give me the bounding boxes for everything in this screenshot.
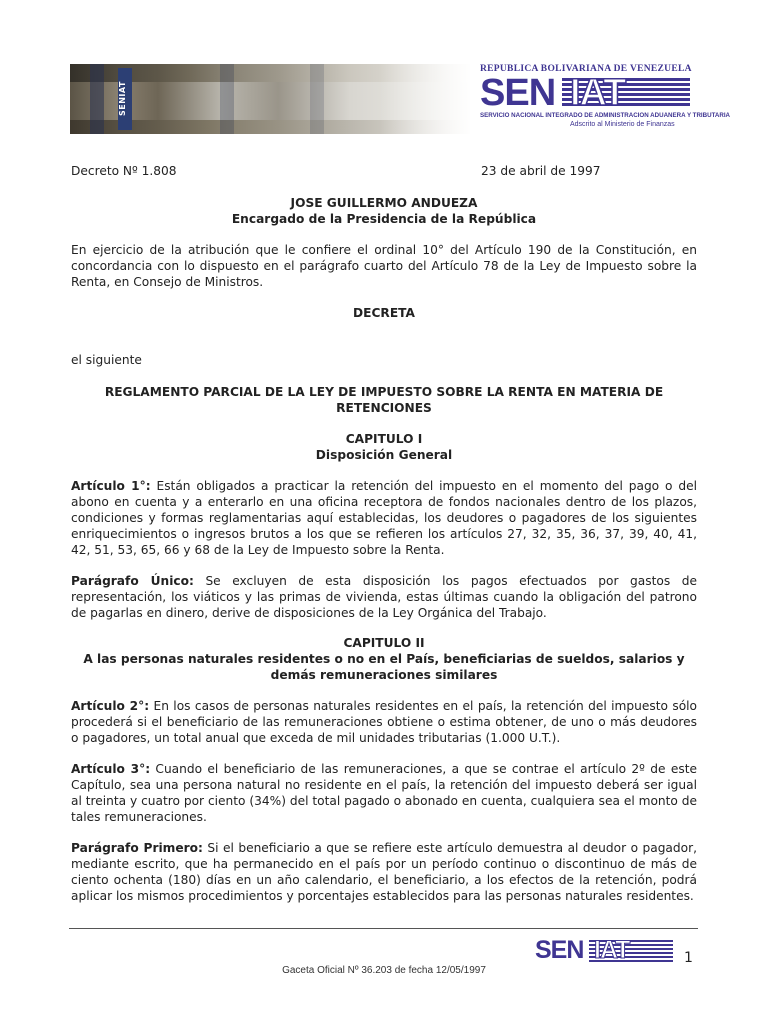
article-3-label: Artículo 3°:	[71, 762, 151, 776]
logo-ministry-line: Adscrito al Ministerio de Finanzas	[570, 121, 675, 128]
chapter1-subheading: Disposición General	[315, 448, 453, 462]
paragrafo-unico-label: Parágrafo Único:	[71, 574, 194, 588]
logo-service-line: SERVICIO NACIONAL INTEGRADO DE ADMINISTRACION ADUANERA Y TRIBUTARIA	[480, 112, 731, 119]
seniat-logo	[480, 64, 731, 144]
decree-number-date-row	[71, 163, 697, 179]
footer-logo-right: IAT	[594, 936, 630, 964]
footer-divider	[69, 928, 698, 929]
logo-brand-right: IAT	[570, 72, 626, 114]
page-number: 1	[684, 950, 693, 966]
logo-country-line: REPUBLICA BOLIVARIANA DE VENEZUELA	[480, 64, 692, 74]
photo-sign: SENIAT	[118, 68, 132, 130]
chapter1-heading: CAPITULO I	[345, 432, 423, 446]
article-3-text: Cuando el beneficiario de las remuneraciones, a que se contrae el artículo 2º de este Capítulo, sea una persona natural no residente en el país, la retención del impuesto deberá ser igual al treinta y cuatro por ciento (34%) del total pagado o abonado en cuenta, cualquiera sea el monto de tales remuneraciones.	[71, 762, 698, 824]
paragrafo-unico-text: Se excluyen de esta disposición los pagos efectuados por gastos de representación, los viáticos y las primas de vivienda, estas últimas cuando la obligación del patrono de pagarlas en dinero, derive de disposiciones de la Ley Orgánica del Trabajo.	[71, 574, 697, 620]
decree-intro: En ejercicio de la atribución que le confiere el ordinal 10° del Artículo 190 de la Constitución, en concordancia con lo dispuesto en el parágrafo cuarto del Artículo 78 de la Ley de Impuesto sobre la Renta, en Consejo de Ministros.	[71, 243, 697, 289]
article-1-text: Están obligados a practicar la retención del impuesto en el momento del pago o del abono en cuenta y a enterarlo en una oficina receptora de fondos nacionales dentro de los plazos, condiciones y formas reglamentarias aquí establecidas, los deudores o pagadores de los siguientes enriquecimientos o ingresos brutos a los que se refieren los artículos 27, 32, 35, 36, 37, 39, 40, 41, 42, 51, 53, 65, 66 y 68 de la Ley de Impuesto sobre la Renta.	[71, 479, 697, 557]
el-siguiente: el siguiente	[71, 353, 142, 367]
chapter2-heading: CAPITULO II	[343, 636, 425, 650]
decreta-heading: DECRETA	[353, 306, 415, 320]
paragrafo-primero-label: Parágrafo Primero:	[71, 841, 203, 855]
paragrafo-unico	[71, 573, 697, 621]
regulation-title: REGLAMENTO PARCIAL DE LA LEY DE IMPUESTO SOBRE LA RENTA EN MATERIA DE RETENCIONES	[104, 385, 664, 415]
chapter2-subheading: A las personas naturales residentes o no en el País, beneficiarias de sueldos, salarios y demás remuneraciones similares	[83, 652, 685, 682]
decree-date: 23 de abril de 1997	[481, 164, 601, 178]
paragrafo-primero-text: Si el beneficiario a que se refiere este artículo demuestra al deudor o pagador, mediante escrito, que ha permanecido en el país por un período continuo o discontinuo de más de ciento ochenta (180) días en un año calendario, el beneficiario, a los efectos de la retención, podrá aplicar los mismos procedimientos y porcentajes establecidos para las personas naturales residentes.	[71, 841, 697, 903]
header-building-photo	[70, 64, 470, 134]
decree-number: Decreto Nº 1.808	[71, 164, 177, 178]
president-name: JOSE GUILLERMO ANDUEZA	[290, 196, 478, 210]
president-role: Encargado de la Presidencia de la República	[231, 212, 537, 226]
article-2-label: Artículo 2°:	[71, 699, 150, 713]
article-3	[71, 761, 697, 825]
article-1	[71, 478, 697, 558]
logo-brand-left: SEN	[480, 72, 556, 114]
footer-seniat-logo	[535, 936, 675, 966]
gaceta-reference: Gaceta Oficial Nº 36.203 de fecha 12/05/1997	[282, 965, 486, 976]
paragrafo-primero	[71, 840, 697, 904]
article-1-label: Artículo 1°:	[71, 479, 151, 493]
article-2	[71, 698, 697, 746]
article-2-text: En los casos de personas naturales residentes en el país, la retención del impuesto sólo procederá si el beneficiario de las remuneraciones obtiene o estima obtener, de uno o más deudores o pagadores, un total anual que exceda de mil unidades tributarias (1.000 U.T.).	[71, 699, 697, 745]
footer-logo-left: SEN	[535, 936, 584, 964]
